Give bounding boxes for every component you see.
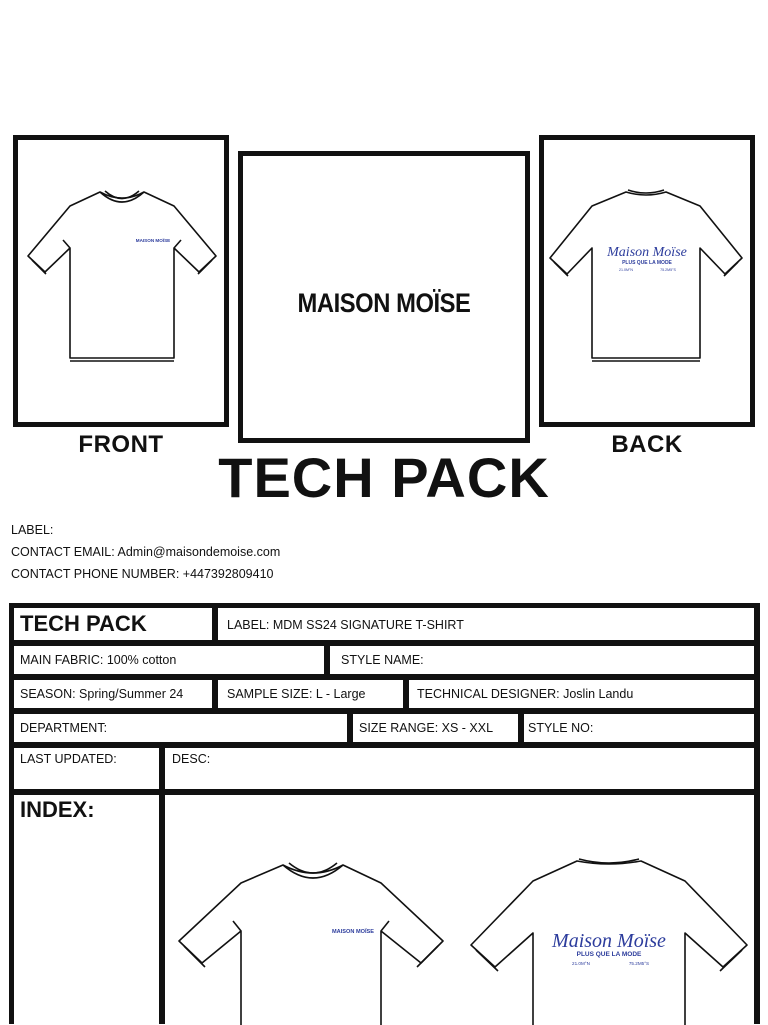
main-fabric-field: MAIN FABRIC: 100% cotton (14, 646, 324, 674)
bottom-back-coord-right: 75.2M5°S (628, 961, 650, 966)
style-name-field: STYLE NAME: (330, 646, 754, 674)
front-tshirt-sketch (18, 140, 224, 422)
sample-size-field: SAMPLE SIZE: L - Large (218, 680, 403, 708)
back-coord-right: 75.2M5°S (660, 268, 676, 272)
logo-panel (238, 151, 530, 443)
desc-field: DESC: (165, 748, 754, 789)
last-updated-field: LAST UPDATED: (14, 748, 159, 789)
front-view-panel (13, 135, 229, 427)
back-caption: BACK (611, 431, 683, 458)
style-no-field: STYLE NO: (524, 714, 754, 742)
bottom-back-tagline: PLUS QUE LA MODE (576, 951, 642, 958)
front-print-logo: MAISON MOÏSE (135, 238, 171, 243)
back-script-logo: Maison Moïse (607, 245, 687, 260)
form-title: TECH PACK (14, 608, 212, 640)
bottom-tshirt-sketches (165, 795, 754, 1025)
contact-phone: CONTACT PHONE NUMBER: +447392809410 (11, 567, 274, 581)
bottom-front-print: MAISON MOÏSE (332, 929, 374, 935)
product-sketch-area (165, 795, 754, 1025)
department-field: DEPARTMENT: (14, 714, 347, 742)
front-caption: FRONT (78, 431, 164, 458)
label-line: LABEL: (11, 523, 54, 537)
spec-form (9, 603, 760, 1024)
back-tshirt-sketch (544, 140, 750, 422)
size-range-field: SIZE RANGE: XS - XXL (353, 714, 518, 742)
technical-designer-field: TECHNICAL DESIGNER: Joslin Landu (409, 680, 754, 708)
bottom-back-coord-left: 21.0M°N (572, 961, 590, 966)
brand-logo: MAISON MOÏSE (297, 288, 471, 318)
bottom-back-script: Maison Moïse (552, 930, 666, 952)
back-view-panel (539, 135, 755, 427)
season-field: SEASON: Spring/Summer 24 (14, 680, 212, 708)
label-field: LABEL: MDM SS24 SIGNATURE T-SHIRT (218, 608, 754, 640)
back-tagline: PLUS QUE LA MODE (622, 260, 672, 266)
contact-email: CONTACT EMAIL: Admin@maisondemoise.com (11, 545, 281, 559)
contact-info (11, 519, 280, 585)
page-title: TECH PACK (218, 446, 550, 509)
index-field: INDEX: (14, 795, 159, 1025)
back-coord-left: 21.0M°N (618, 268, 634, 272)
